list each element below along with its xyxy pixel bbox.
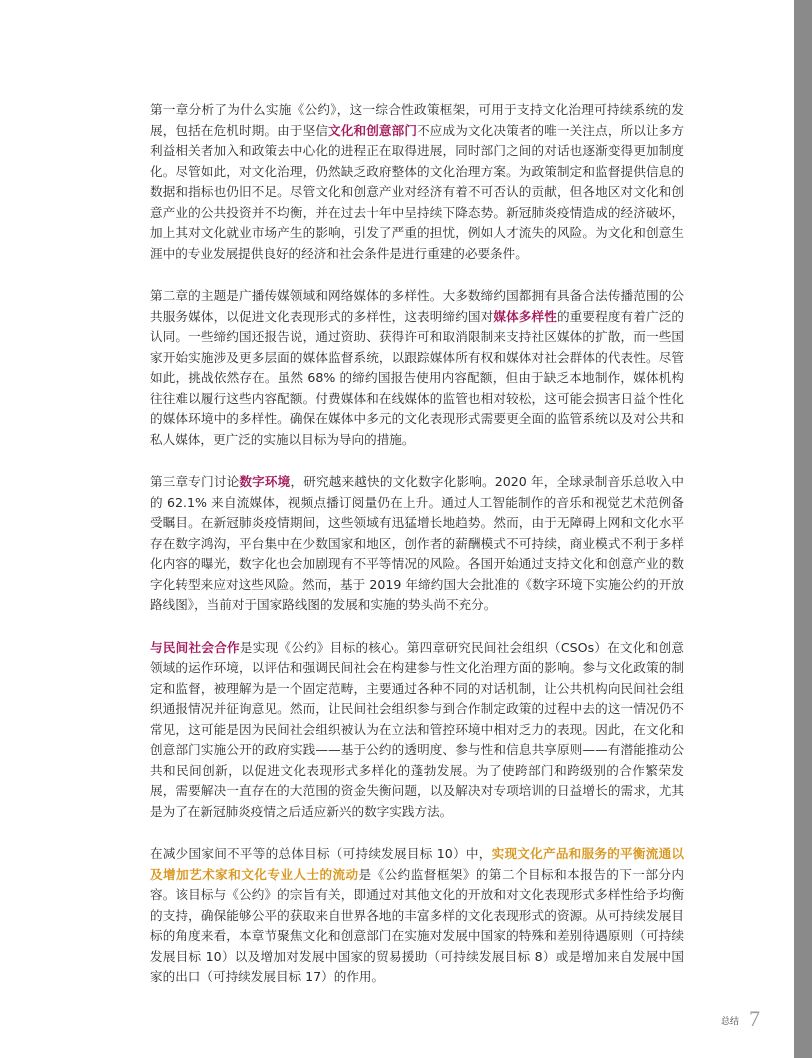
section-label: 总结 [720, 1017, 739, 1027]
paragraph-goal-2 [150, 844, 684, 988]
text-run: 的重要程度有着广泛的认同。一些缔约国还报告说，通过资助、获得许可和取消限制来支持社区媒体的扩散，而一些国家开始实施涉及更多层面的媒体监督系统，以跟踪媒体所有权和媒体对社会群体的代表性。尽管如此，挑战依然存在。虽然 68% 的缔约国报告使用内容配额，但由于缺乏本地制作，媒体机构往往难以履行这些内容配额。付费媒体和在线媒体的监管也相对较松，这可能会损害日益个性化的媒体环境中的多样性。确保在媒体中多元的文化表现形式需要更全面的监管系统以及对公共和私人媒体，更广泛的实施以目标为导向的措施。 [150, 308, 685, 447]
main-content [150, 100, 684, 1010]
text-run: 在减少国家间不平等的总体目标（可持续发展目标 10）中， [150, 846, 492, 861]
text-run: 是实现《公约》目标的核心。第四章研究民间社会组织（CSOs）在文化和创意领域的运作环境，以评估和强调民间社会在构建参与性文化治理方面的影响。参与文化政策的制定和监督，被理解为是一个固定范畴，主要通过各种不同的对话机制，让公共机构向民间社会组织通报情况并征询意见。然而，让民间社会组织参与到合作制定政策的过程中去的这一情况仍不常见，这可能是因为民间社会组织被认为在立法和管控环境中相对乏力的表现。因此，在文化和创意部门实施公开的政府实践——基于公约的透明度、参与性和信息共享原则——有潜能推动公共和民间创新，以促进文化表现形式多样化的蓬勃发展。为了使跨部门和跨级别的合作繁荣发展，需要解决一直存在的大范围的资金失衡问题，以及解决对专项培训的日益增长的需求，尤其是为了在新冠肺炎疫情之后适应新兴的数字实践方法。 [150, 639, 685, 819]
text-run: 第二章的主题是广播传媒领域和网络媒体的多样性。大多数缔约国都拥有具备合法传播范围的公共服务媒体，以促进文化表现形式的多样性，这表明缔约国对 [150, 288, 684, 324]
highlight-term: 数字环境 [239, 474, 291, 489]
text-run: 第三章专门讨论 [150, 474, 240, 489]
paragraph-chapter-4 [150, 638, 684, 823]
page-number: 7 [749, 1006, 760, 1031]
paragraph-chapter-3 [150, 472, 684, 616]
paragraph-chapter-1 [150, 100, 684, 264]
highlight-term: 与民间社会合作 [150, 639, 240, 655]
text-run: 不应成为文化决策者的唯一关注点，所以让多方利益相关者加入和政策去中心化的进程正在取得进展，同时部门之间的对话也逐渐变得更加制度化。尽管如此，对文化治理，仍然缺乏政府整体的文化治理方案。为政策制定和监督提供信息的数据和指标也仍旧不足。尽管文化和创意产业对经济有着不可否认的贡献，但各地区对文化和创意产业的公共投资并不均衡，并在过去十年中呈持续下降态势。新冠肺炎疫情造成的经济破坏，加上其对文化就业市场产生的影响，引发了严重的担忧，例如人才流失的风险。为文化和创意生涯中的专业发展提供良好的经济和社会条件是进行重建的必要条件。 [150, 122, 685, 261]
page-footer [721, 1008, 760, 1030]
text-run: 是《公约监督框架》的第二个目标和本报告的下一部分内容。该目标与《公约》的宗旨有关，即通过对其他文化的开放和对文化表现形式多样性给予均衡的支持，确保能够公平的获取来自世界各地的丰富多样的文化表现形式的资源。从可持续发展目标的角度来看，本章节聚焦文化和创意部门在实施对发展中国家的特殊和差别待遇原则（可持续发展目标 10）以及增加对发展中国家的贸易援助（可持续发展目标 8）或是增加来自发展中国家的出口（可持续发展目标 17）的作用。 [150, 866, 684, 984]
highlight-term: 文化和创意部门 [328, 122, 418, 138]
highlight-goal: 实现文化产品和服务的平衡流通以及增加艺术家和文化专业人士的流动 [150, 846, 685, 882]
side-bar [794, 0, 812, 1058]
text-run: ，研究越来越快的文化数字化影响。2020 年，全球录制音乐总收入中的 62.1% 来自流媒体，视频点播订阅量仍在上升。通过人工智能制作的音乐和视觉艺术范例备受瞩目。在新冠肺炎疫情期间，这些领域有迅猛增长地趋势。然而，由于无障碍上网和文化水平存在数字鸿沟，平台集中在少数国家和地区，创作者的薪酬模式不可持续，商业模式不利于多样化内容的曝光，数字化也会加剧现有不平等情况的风险。各国开始通过支持文化和创意产业的数字化转型来应对这些风险。然而，基于 2019 年缔约国大会批准的《数字环境下实施公约的开放路线图》，当前对于国家路线图的发展和实施的势头尚不充分。 [150, 474, 685, 612]
text-run: 第一章分析了为什么实施《公约》，这一综合性政策框架，可用于支持文化治理可持续系统的发展，包括在危机时期。由于坚信 [150, 102, 684, 138]
paragraph-chapter-2 [150, 286, 684, 450]
highlight-term: 媒体多样性 [493, 308, 557, 324]
